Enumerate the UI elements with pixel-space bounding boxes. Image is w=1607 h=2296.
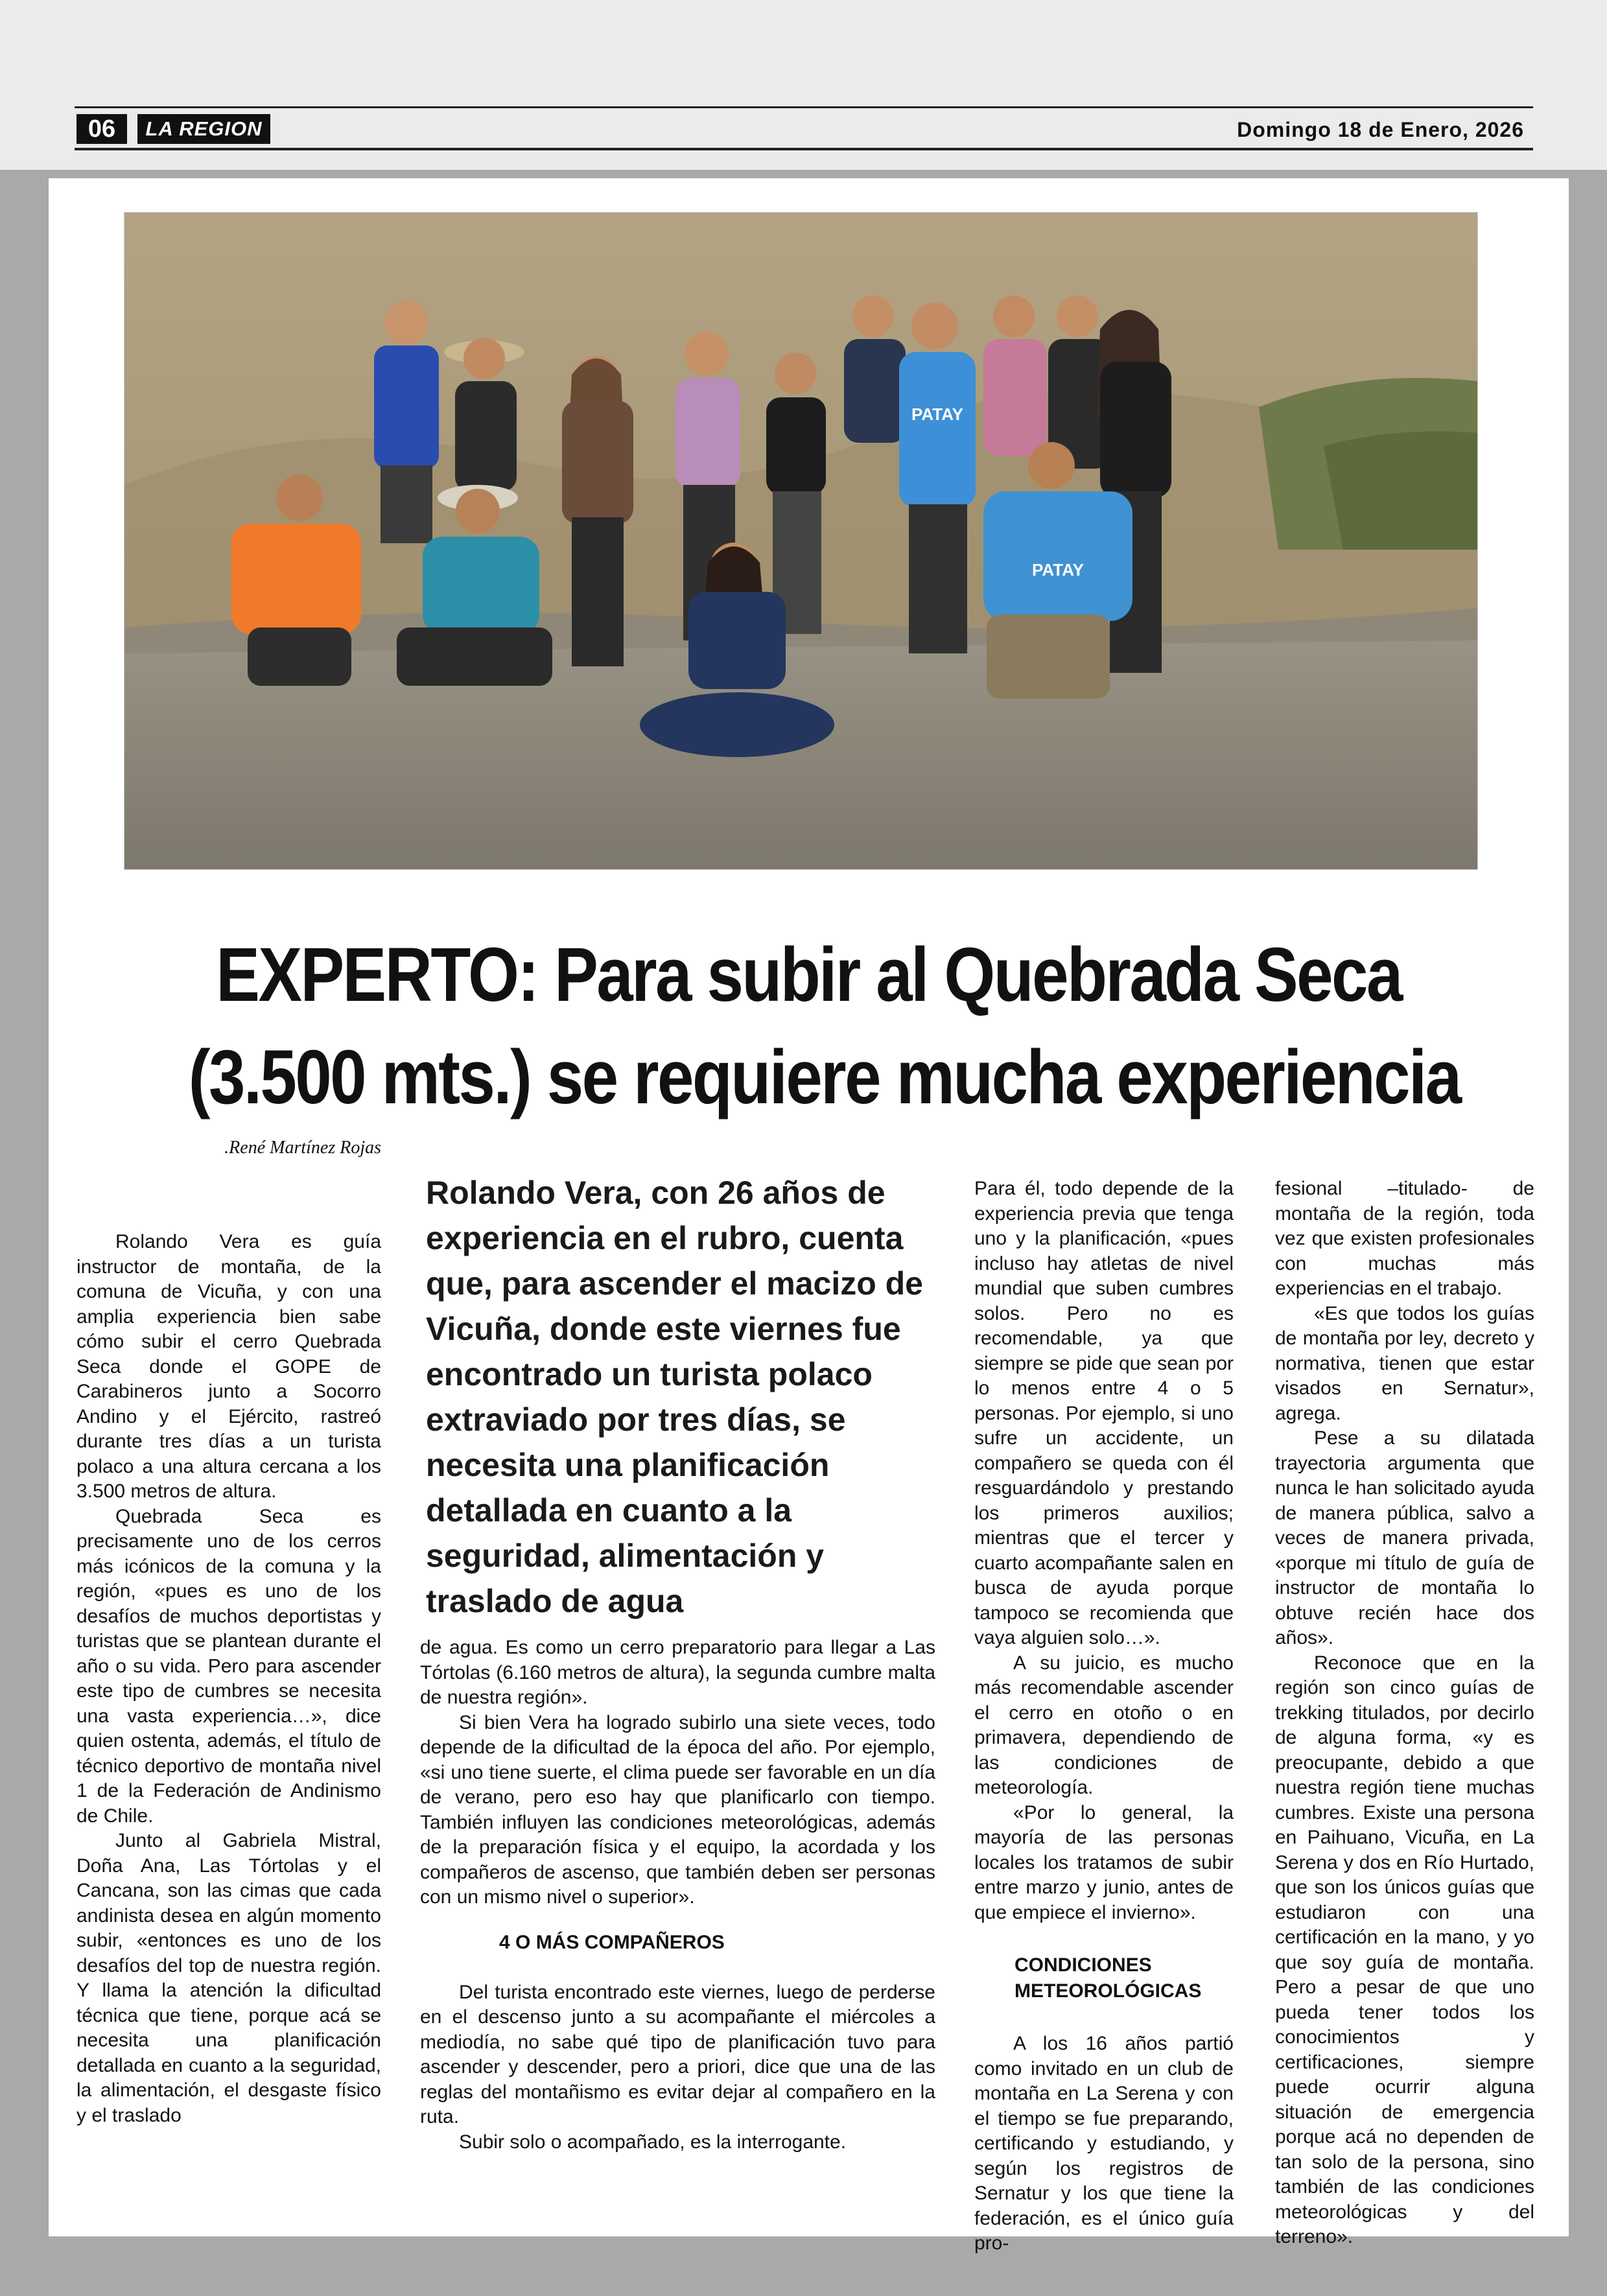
headline-line-2: (3.500 mts.) se requiere mucha experiencia <box>188 1035 1460 1120</box>
hiker-3 <box>562 356 633 666</box>
headline <box>188 924 1460 1129</box>
byline: .René Martínez Rojas <box>224 1138 381 1158</box>
paragraph: Subir solo o acompañado, es la interrogante. <box>459 2131 847 2153</box>
column-1 <box>76 1230 381 2128</box>
column-2 <box>420 1635 935 2155</box>
column-4 <box>1275 1177 1534 2250</box>
paragraph: Del turista encontrado este viernes, luego de perderse en el descenso junto a su acompañante el miércoles a mediodía, no sabe qué tipo de planificación tuvo para ascender y descender, pero a priori, dice que una de las reglas del montañismo es evitar dejar al compañero en la ruta. <box>420 1981 935 2127</box>
headline-line-1: EXPERTO: Para subir al Quebrada Seca <box>216 932 1402 1018</box>
paragraph: «Es que todos los guías de montaña por ley, decreto y normativa, tienen que estar visados en Sernatur», agrega. <box>1275 1302 1534 1424</box>
paragraph: Para él, todo depende de la experiencia previa que tenga uno y la planificación, «pues incluso hay atletas de nivel mundial que suben cumbres solos. Pero no es recomendable, ya que siempre se pide que sean por lo menos entre 4 o 5 personas. Por ejemplo, si uno sufre un accidente, un compañero se queda con él resguardándolo y prestando los primeros auxilios; mientras que el tercer y cuarto acompañante salen en busca de ayuda porque tampoco se recomienda que vaya alguien solo…». <box>974 1178 1234 1648</box>
paragraph: A los 16 años partió como invitado en un club de montaña en La Serena y con el tiempo se fue preparando, certificando y estudiando, y según los registros de Sernatur y los que tiene la federación, es el único guía pro- <box>974 2033 1234 2254</box>
paragraph: «Por lo general, la mayoría de las personas locales los tratamos de subir entre marzo y junio, antes de que empiece el invierno». <box>974 1801 1234 1923</box>
section-subhead: CONDICIONES METEOROLÓGICAS <box>1015 1954 1202 2002</box>
section-subhead: 4 O MÁS COMPAÑEROS <box>499 1931 725 1953</box>
paragraph: de agua. Es como un cerro preparatorio para llegar a Las Tórtolas (6.160 metros de altura), la segunda cumbre malta de nuestra región». <box>420 1637 935 1708</box>
paragraph: Si bien Vera ha logrado subirlo una siete veces, todo depende de la dificultad de la época del año. Por ejemplo, «si uno tiene suerte, el clima puede ser favorable en un día de verano, pero eso hay que planificarlo con tiempo. También influyen las condiciones meteorológicas, además de la preparación física y el equipo, la acordada y los compañeros de ascenso, que también deben ser personas con un mismo nivel o superior». <box>420 1711 935 1908</box>
article-page <box>49 178 1569 2254</box>
page-number: 06 <box>76 114 127 144</box>
paragraph: Reconoce que en la región son cinco guías de trekking titulados, por decirlo de alguna forma, «y es preocupante, debido a que nuestra región tiene muchas cumbres. Existe una persona en Paihuano, Vicuña, en La Serena y dos en Río Hurtado, que son los únicos guías que estudiaron con una certificación en la mano, y yo que soy guía de montaña. Pero a pesar de que uno pueda tener todos los conocimientos y certificaciones, siempre puede ocurrir alguna situación de emergencia porque acá no dependen de tan solo de la persona, sino también de las condiciones meteorológicas y del terreno». <box>1275 1652 1534 2247</box>
paragraph: Quebrada Seca es precisamente uno de los cerros más icónicos de la comuna y la región, «pues es uno de los desafíos de muchos deportistas y turistas que se plantean durante el año o su vida. Pero para ascender este tipo de cumbres se necesita una vasta experiencia…», dice quien ostenta, además, el título de técnico deportivo de montaña nivel 1 de la Federación de Andinismo de Chile. <box>76 1505 381 1827</box>
lede-summary: Rolando Vera, con 26 años de experiencia en el rubro, cuenta que, para ascender el macizo de Vicuña, donde este viernes fue encontrado un turista polaco extraviado por tres días, se necesita una planificación detallada en cuanto a la seguridad, alimentación y traslado de agua <box>426 1175 923 1619</box>
masthead-rule-bottom <box>75 148 1533 150</box>
paragraph: fesional –titulado- de montaña de la región, toda vez que existen profesionales con muchas más experiencias en el trabajo. <box>1275 1178 1534 1299</box>
masthead-rule-top <box>75 106 1533 108</box>
group-photo <box>124 212 1478 870</box>
paragraph: Junto al Gabriela Mistral, Doña Ana, Las Tórtolas y el Cancana, son las cimas que cada andinista desea en algún momento subir, «entonces es uno de los desafíos del top de nuestra región. Y llama la atención la dificultad técnica que tiene, porque acá se necesita una planificación detallada en cuanto a la seguridad, la alimentación, el desgaste físico y el traslado <box>76 1830 381 2126</box>
paragraph: A su juicio, es mucho más recomendable ascender el cerro en otoño o en primavera, dependiendo de las condiciones de meteorología. <box>974 1652 1234 1798</box>
column-3 <box>974 1177 1234 2256</box>
paragraph: Rolando Vera es guía instructor de montaña, de la comuna de Vicuña, y con una amplia experiencia bien sabe cómo subir el cerro Quebrada Seca donde el GOPE de Carabineros junto a Socorro Andino y el Ejército, rastreó durante tres días a un turista polaco a una altura cercana a los 3.500 metros de altura. <box>76 1231 381 1502</box>
issue-date: Domingo 18 de Enero, 2026 <box>1237 118 1524 141</box>
shirt-text-2: PATAY <box>1032 560 1084 580</box>
paragraph: Pese a su dilatada trayectoria argumenta que nunca le han solicitado ayuda de manera pública, salvo a veces de manera privada, «porque mi título de guía de instructor de montaña lo obtuve recién hace dos años». <box>1275 1427 1534 1648</box>
shirt-text-1: PATAY <box>911 404 963 424</box>
masthead <box>0 0 1607 170</box>
hiker-7 <box>899 303 976 653</box>
newspaper-name: LA REGION <box>137 114 270 144</box>
